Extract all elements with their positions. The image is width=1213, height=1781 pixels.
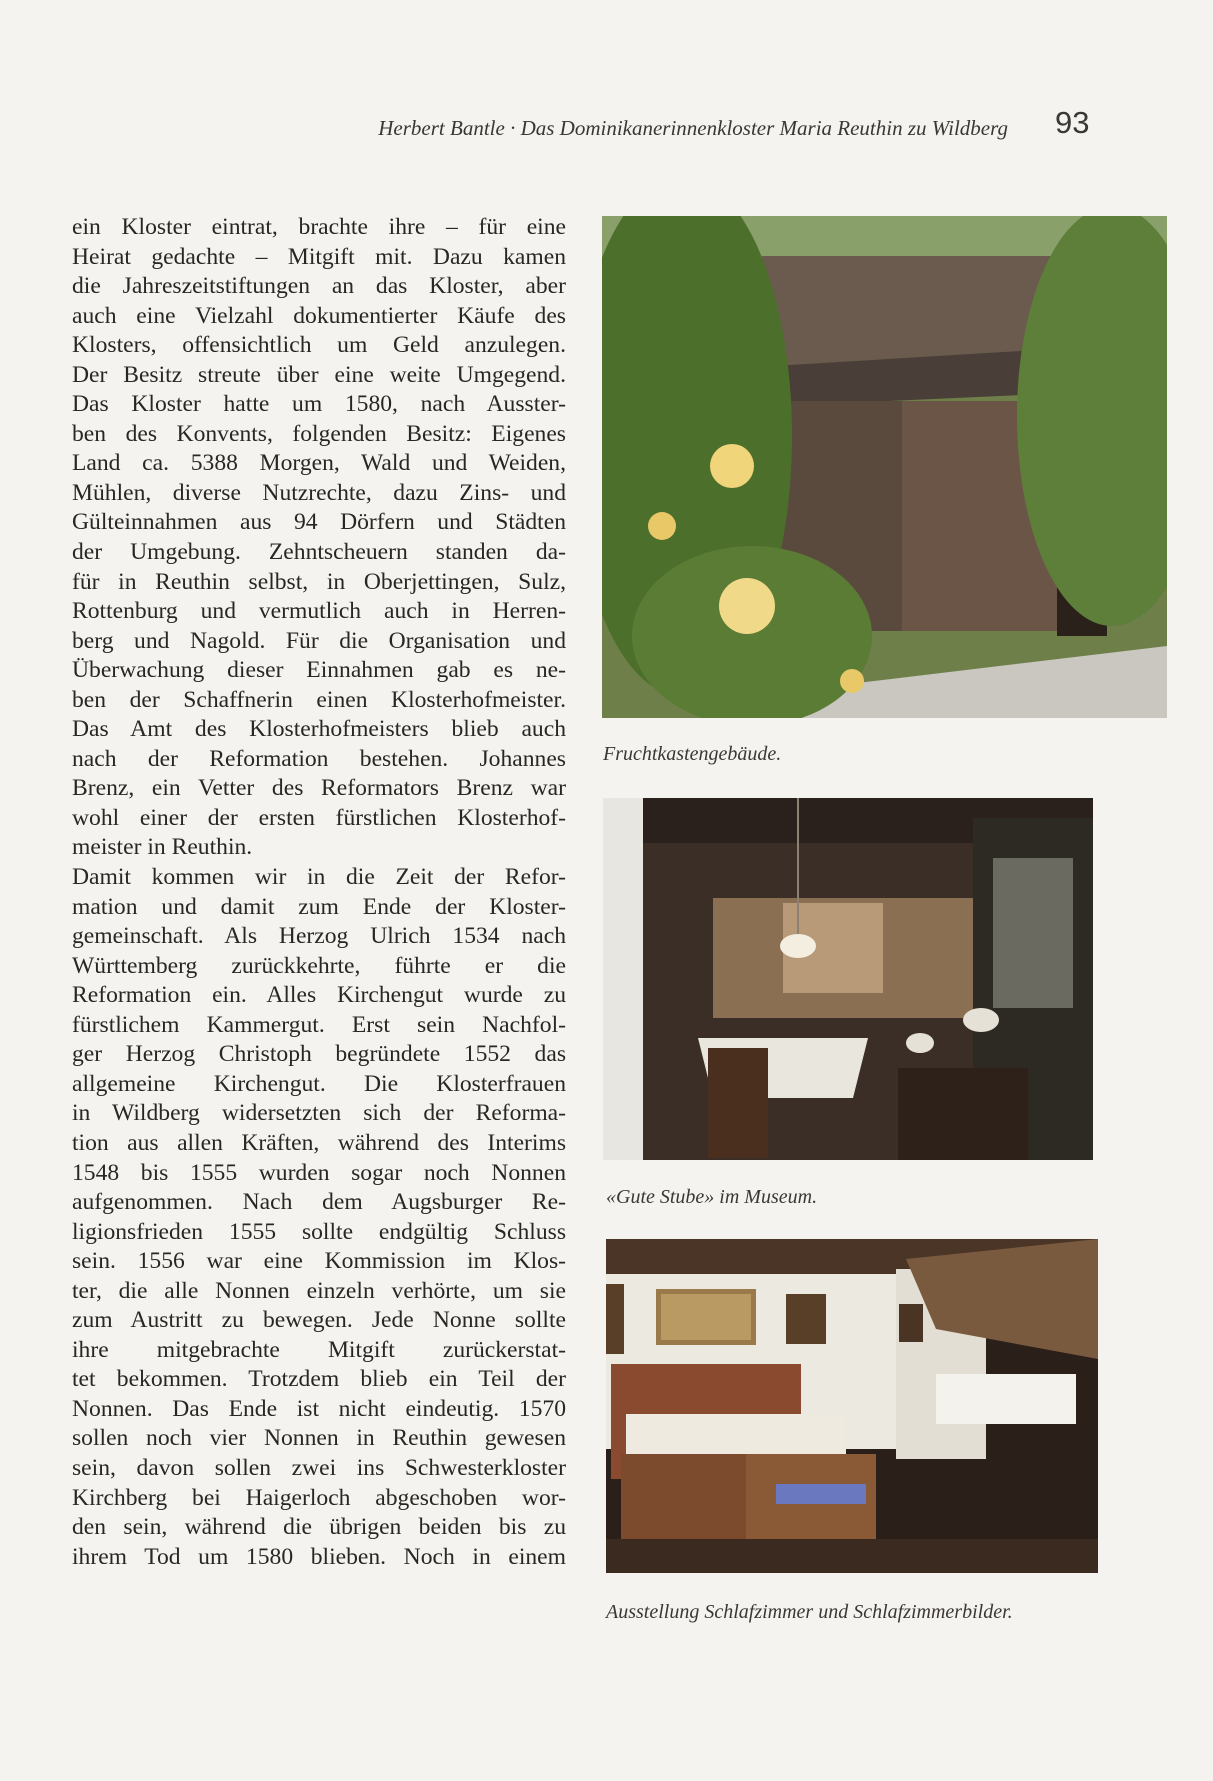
photo-schlafzimmer-exhibit	[606, 1239, 1098, 1573]
body-text-line: ben des Konvents, folgenden Besitz: Eigenes	[72, 420, 566, 447]
body-text-line: ger Herzog Christoph begründete 1552 das	[72, 1041, 566, 1068]
body-text-line: ligionsfrieden 1555 sollte endgültig Schluss	[72, 1218, 566, 1245]
body-text-line: Kirchberg bei Haigerloch abgeschoben wor-	[72, 1484, 566, 1511]
body-text-line: Reformation ein. Alles Kirchengut wurde zu	[72, 982, 566, 1009]
body-text-line: ein Kloster eintrat, brachte ihre – für eine	[72, 214, 566, 240]
body-text-line: tet bekommen. Trotzdem blieb ein Teil der	[72, 1366, 566, 1393]
body-text-line: den sein, während die übrigen beiden bis zu	[72, 1514, 566, 1541]
body-text-line: auch eine Vielzahl dokumentierter Käufe des	[72, 302, 566, 329]
body-text-line: wohl einer der ersten fürstlichen Klosterhof-	[72, 804, 566, 831]
page-number: 93	[1055, 105, 1090, 140]
body-text-line: berg und Nagold. Für die Organisation und	[72, 627, 566, 654]
body-text-line: Das Amt des Klosterhofmeisters blieb auch	[72, 716, 566, 743]
running-header	[0, 105, 1213, 145]
body-text-line: mation und damit zum Ende der Kloster-	[72, 893, 566, 920]
body-text-line: gemeinschaft. Als Herzog Ulrich 1534 nach	[72, 923, 566, 950]
body-text-line: Heirat gedachte – Mitgift mit. Dazu kamen	[72, 243, 566, 270]
body-text-line: allgemeine Kirchengut. Die Klosterfrauen	[72, 1070, 566, 1097]
body-text-line: meister in Reuthin.	[72, 834, 253, 861]
body-text-line: die Jahreszeitstiftungen an das Kloster, aber	[72, 273, 566, 300]
body-text-line: Gülteinnahmen aus 94 Dörfern und Städten	[72, 509, 566, 536]
body-text-line: Damit kommen wir in die Zeit der Refor-	[72, 864, 566, 891]
body-text-line: Überwachung dieser Einnahmen gab es ne-	[72, 657, 566, 684]
photo-fruchtkasten-building	[602, 216, 1167, 718]
body-text-line: Land ca. 5388 Morgen, Wald und Weiden,	[72, 450, 566, 477]
body-text-line: ihre mitgebrachte Mitgift zurückerstat-	[72, 1336, 566, 1363]
body-text-line: aufgenommen. Nach dem Augsburger Re-	[72, 1189, 566, 1216]
body-text-line: Das Kloster hatte um 1580, nach Ausster-	[72, 391, 566, 418]
body-text-line: 1548 bis 1555 wurden sogar noch Nonnen	[72, 1159, 566, 1186]
body-text-line: Nonnen. Das Ende ist nicht eindeutig. 1570	[72, 1395, 566, 1422]
body-text-line: ben der Schaffnerin einen Klosterhofmeister.	[72, 686, 566, 713]
running-title: Herbert Bantle · Das Dominikanerinnenkloster Maria Reuthin zu Wildberg	[378, 116, 1008, 140]
photo-gute-stube	[603, 798, 1093, 1160]
body-text-line: Brenz, ein Vetter des Reformators Brenz war	[72, 775, 566, 802]
body-text-line: nach der Reformation bestehen. Johannes	[72, 745, 566, 772]
body-text-line: Mühlen, diverse Nutzrechte, dazu Zins- und	[72, 479, 566, 506]
body-text-line: in Wildberg widersetzten sich der Reforma-	[72, 1100, 566, 1127]
body-text-column	[72, 213, 566, 1572]
body-text-line: ihrem Tod um 1580 blieben. Noch in einem	[72, 1543, 566, 1570]
figure-caption-1: Fruchtkastengebäude.	[603, 743, 782, 765]
body-text-line: Württemberg zurückkehrte, führte er die	[72, 952, 566, 979]
body-text-line: der Umgebung. Zehntscheuern standen da-	[72, 539, 566, 566]
body-text-line: sein, davon sollen zwei ins Schwesterkloster	[72, 1454, 566, 1481]
body-text-line: sein. 1556 war eine Kommission im Klos-	[72, 1248, 566, 1275]
body-text-line: sollen noch vier Nonnen in Reuthin gewesen	[72, 1425, 566, 1452]
body-text-line: ter, die alle Nonnen einzeln verhörte, um sie	[72, 1277, 566, 1304]
body-text-line: tion aus allen Kräften, während des Interims	[72, 1129, 566, 1156]
body-text-line: für in Reuthin selbst, in Oberjettingen, Sulz,	[72, 568, 566, 595]
figure-caption-3: Ausstellung Schlafzimmer und Schlafzimmerbilder.	[606, 1601, 1013, 1623]
body-text-line: Klosters, offensichtlich um Geld anzulegen.	[72, 332, 566, 359]
body-text-line: fürstlichem Kammergut. Erst sein Nachfol-	[72, 1011, 566, 1038]
body-text-line: zum Austritt zu bewegen. Jede Nonne sollte	[72, 1307, 566, 1334]
body-text-line: Rottenburg und vermutlich auch in Herren-	[72, 598, 566, 625]
figure-caption-2: «Gute Stube» im Museum.	[606, 1186, 818, 1208]
body-text-line: Der Besitz streute über eine weite Umgegend.	[72, 361, 566, 388]
